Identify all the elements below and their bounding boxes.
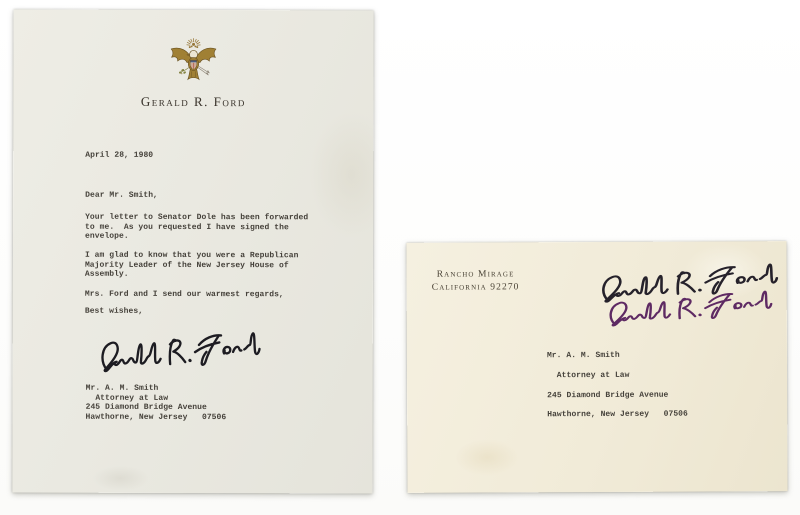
glory-stars-icon xyxy=(187,38,201,48)
letter-recipient-address: Mr. A. M. Smith Attorney at Law 245 Diamond Bridge Avenue Hawthorne, New Jersey 07506 xyxy=(85,383,227,423)
letter-salutation: Dear Mr. Smith, xyxy=(85,190,158,200)
letter-regards-line: Mrs. Ford and I send our warmest regards, xyxy=(84,289,284,300)
typed-letter xyxy=(12,10,373,494)
letter-paragraph-1: Your letter to Senator Dole has been forwarded to me. As you requested I have signed the envelope. xyxy=(85,212,309,242)
olive-branch xyxy=(179,68,189,75)
letter-date: April 28, 1980 xyxy=(85,150,154,160)
arrows xyxy=(198,67,209,76)
presidential-eagle-emblem xyxy=(165,36,221,90)
envelope-mailing-address: Mr. A. M. Smith Attorney at Law 245 Diamond Bridge Avenue Hawthorne, New Jersey 07506 xyxy=(546,350,688,420)
letterhead-name: Gerald R. Ford xyxy=(140,93,246,110)
envelope xyxy=(406,241,787,493)
chest-shield xyxy=(190,60,197,69)
eagle-tail xyxy=(188,70,199,80)
letter-closing: Best wishes, xyxy=(84,306,144,316)
letter-paragraph-2: I am glad to know that you were a Republican Majority Leader of the New Jersey House of Assembly. xyxy=(84,250,299,280)
envelope-return-address: Rancho Mirage California 92270 xyxy=(431,269,520,293)
gerald-ford-signature xyxy=(91,313,265,379)
